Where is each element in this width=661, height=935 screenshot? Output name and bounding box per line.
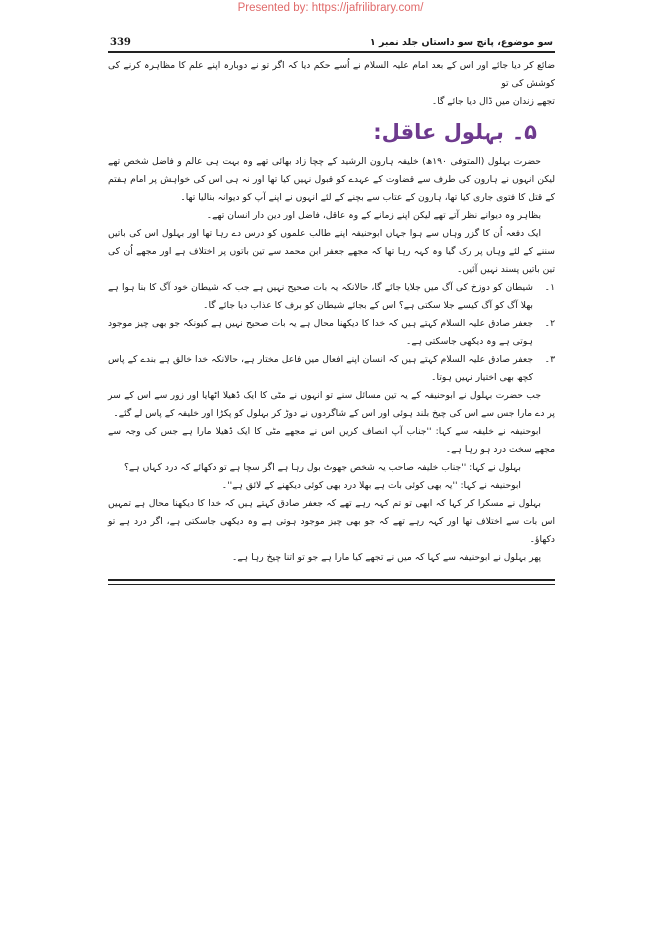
- intro-line: ضائع کر دیا جائے اور اس کے بعد امام علیہ السلام نے اُسے حکم دیا کہ اگر تو نے دوبارہ اپنے علم کا مظاہرہ کرنے کی کوشش کی تو: [108, 60, 555, 89]
- list-text: جعفر صادق علیہ السلام کہتے ہیں کہ خدا کا دیکھنا محال ہے یہ بات صحیح نہیں ہے کیونکہ جو بھی چیز موجود ہوتی ہے وہ دیکھی جاسکتی ہے۔: [108, 318, 533, 347]
- header-rule: [108, 51, 555, 53]
- watermark[interactable]: Presented by: https://jafrilibrary.com/: [237, 2, 424, 14]
- intro-line: تجھے زندان میں ڈال دیا جائے گا۔: [431, 96, 555, 107]
- list-marker: ۱۔: [544, 282, 555, 293]
- page-header: [108, 28, 555, 48]
- page-number: 339: [110, 37, 131, 48]
- section-title: بہلول عاقل:: [373, 120, 504, 144]
- paragraph: پھر بہلول نے ابوحنیفہ سے کہا کہ میں نے تجھے کیا مارا ہے جو تو اتنا چیخ رہا ہے۔: [232, 552, 541, 563]
- quote-line: بہلول نے کہا: ''جناب خلیفہ صاحب یہ شخص جھوٹ بول رہا ہے اگر سچا ہے تو دکھائے کہ درد کہاں ہے؟: [124, 462, 521, 473]
- list-item: [108, 279, 555, 315]
- section-number: ۵۔: [511, 120, 537, 144]
- quote-line: ابوحنیفہ نے کہا: ''یہ بھی کوئی بات ہے بھلا درد بھی کوئی دیکھنے کے لائق ہے''۔: [221, 480, 521, 491]
- footer-rule: [108, 579, 555, 581]
- paragraph: بہلول نے مسکرا کر کہا کہ ابھی تو تم کہہ رہے تھے کہ جعفر صادق کہتے ہیں کہ خدا کا دیکھنا محال ہے تمہیں اس بات سے اختلاف تھا اور کہہ رہے تھے کہ جو بھی چیز موجود ہوتی ہے وہ دیکھی جاسکتی ہے، اگر درد ہے تو دکھاؤ۔: [108, 498, 555, 545]
- paragraph: جب حضرت بہلول نے ابوحنیفہ کے یہ تین مسائل سنے تو انہوں نے مٹی کا ایک ڈھیلا اٹھایا اور زور سے اس کے سر پر دے مارا جس سے اس کی چیخ بلند ہوئی اور اس کے شاگردوں نے دوڑ کر بہلول کو پکڑا اور خلیفہ کے پاس لے گئے۔: [108, 390, 555, 419]
- paragraph: ایک دفعہ اُن کا گزر وہاں سے ہوا جہاں ابوحنیفہ اپنے طالب علموں کو درس دے رہا تھا اور بہلول اس کی باتیں سننے کے لئے وہاں پر رک گیا وہ کہہ رہا تھا کہ مجھے جعفر ابن محمد سے تین باتوں پر اختلاف ہے اور مجھے اُن کی تین باتیں پسند نہیں آئیں۔: [108, 228, 555, 275]
- list-item: [108, 315, 555, 351]
- list-item: [108, 351, 555, 387]
- footer-rule-thin: [108, 584, 555, 585]
- list-text: شیطان کو دوزخ کی آگ میں جلایا جائے گا، حالانکہ یہ بات صحیح نہیں ہے جب کہ شیطان خود آگ کا بنا ہوا ہے بھلا آگ کو آگ کیسے جلا سکتی ہے؟ اس کے بجائے شیطان کو برف کا عذاب دیا جائے گا۔: [108, 282, 533, 311]
- paragraph: حضرت بہلول (المتوفی ۱۹۰ھ) خلیفہ ہارون الرشید کے چچا زاد بھائی تھے وہ بہت ہی عالم و فاضل شخص تھے لیکن انہوں نے ہارون کی طرف سے قضاوت کے عہدے کو قبول نہیں کیا تھا اور نہ ہی اس کی خواہش پر امام ہفتم کے قتل کا فتوی جاری کیا تھا، ہارون کے عتاب سے بچنے کے لئے انہوں نے اپنے آپ کو دیوانہ بنالیا تھا۔: [108, 156, 555, 203]
- running-title: سو موضوع، پانچ سو داستاں جلد نمبر ۱: [369, 37, 553, 48]
- body-text: [108, 57, 555, 567]
- list-marker: ۲۔: [544, 318, 555, 329]
- page: [108, 28, 555, 585]
- list-text: جعفر صادق علیہ السلام کہتے ہیں کہ انسان اپنے افعال میں فاعل مختار ہے، حالانکہ خدا خالق ہے بندے کے پاس کچھ بھی اختیار نہیں ہوتا۔: [108, 354, 533, 383]
- paragraph: ابوحنیفہ نے خلیفہ سے کہا: ''جناب آپ انصاف کریں اس نے مجھے مٹی کا ایک ڈھیلا مارا ہے جس کی وجہ سے مجھے سخت درد ہو رہا ہے۔: [108, 426, 555, 455]
- section-heading: [108, 117, 537, 147]
- list-marker: ۳۔: [544, 354, 555, 365]
- paragraph: بظاہر وہ دیوانے نظر آتے تھے لیکن اپنے زمانے کے وہ عاقل، فاضل اور دین دار انسان تھے۔: [206, 210, 541, 221]
